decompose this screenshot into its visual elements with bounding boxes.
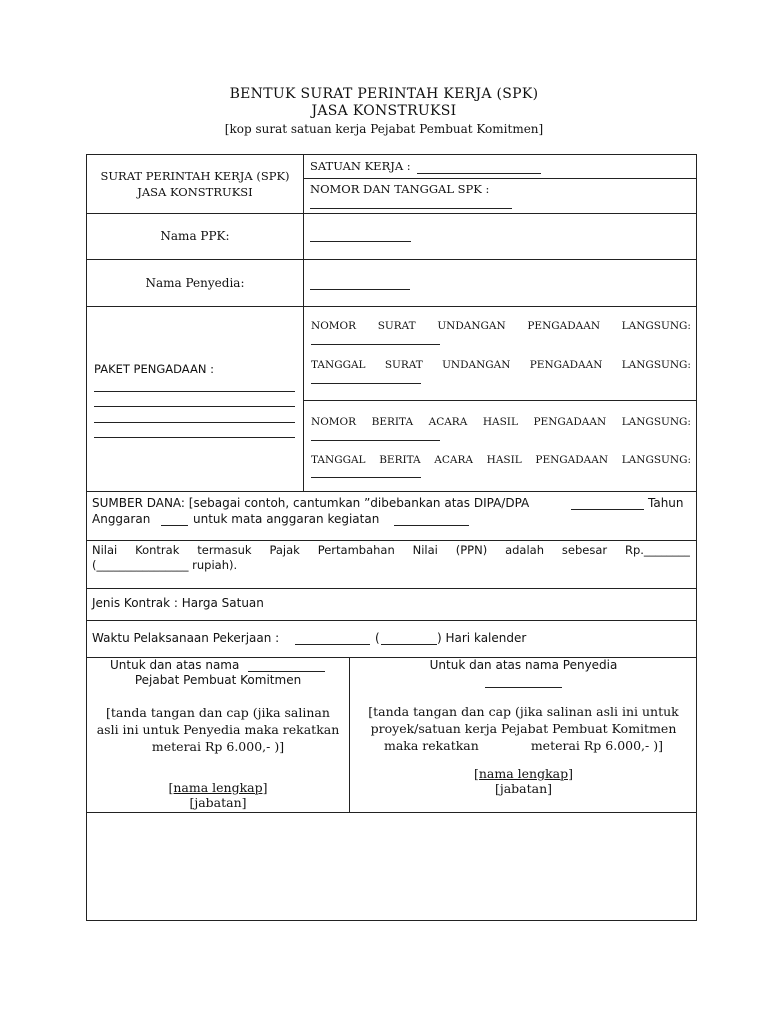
ttd-penyedia-note: [tanda tangan dan cap (jika salinan asli ini untuk proyek/satuan kerja Pejabat Pembuat Komitmen maka rekatkan meterai Rp 6.000,- )] bbox=[368, 704, 679, 753]
empty-notes-area bbox=[87, 813, 696, 920]
nomor-tanggal-label: NOMOR DAN TANGGAL SPK : bbox=[310, 182, 490, 196]
row-divider bbox=[87, 588, 696, 589]
satuan-kerja-blank[interactable] bbox=[417, 173, 541, 174]
ttd-ppk-blank[interactable] bbox=[248, 671, 325, 672]
nilai-kontrak-line1: Nilai Kontrak termasuk Pajak Pertambahan Nilai (PPN) adalah sebesar Rp.________ bbox=[92, 543, 690, 557]
ttd-ppk-position: [jabatan] bbox=[189, 795, 247, 810]
paket-blank-line[interactable] bbox=[94, 391, 295, 392]
column-divider bbox=[303, 155, 304, 306]
sumber-dana-line1: SUMBER DANA: [sebagai contoh, cantumkan ”dibebankan atas DIPA/DPA bbox=[92, 496, 530, 510]
row-divider bbox=[87, 306, 696, 307]
nama-ppk-label: Nama PPK: bbox=[160, 229, 230, 243]
ttd-ppk-line2: Pejabat Pembuat Komitmen bbox=[134, 673, 302, 687]
anggaran-label: Anggaran bbox=[92, 512, 151, 526]
paket-pengadaan-label: PAKET PENGADAAN : bbox=[94, 362, 214, 376]
ttd-penyedia-name: [nama lengkap] bbox=[473, 766, 573, 781]
document-subtitle: JASA KONSTRUKSI bbox=[311, 103, 457, 119]
ttd-ppk-identity bbox=[87, 780, 349, 810]
paket-blank-line[interactable] bbox=[94, 422, 295, 423]
ttd-ppk-line1: Untuk dan atas nama bbox=[110, 658, 240, 672]
row-divider bbox=[87, 491, 696, 492]
waktu-blank[interactable] bbox=[295, 644, 370, 645]
ttd-penyedia-identity bbox=[349, 766, 698, 796]
tahun-label: Tahun bbox=[648, 496, 684, 510]
nomor-ba-label: NOMOR BERITA ACARA HASIL PENGADAAN LANGSUNG: bbox=[311, 416, 691, 428]
nama-ppk-blank[interactable] bbox=[310, 241, 411, 242]
row-divider bbox=[87, 213, 696, 214]
mata-anggaran-label: untuk mata anggaran kegiatan bbox=[193, 512, 380, 526]
waktu-label: Waktu Pelaksanaan Pekerjaan : bbox=[92, 631, 280, 645]
spk-title: SURAT PERINTAH KERJA (SPK) JASA KONSTRUKSI bbox=[100, 169, 290, 199]
satuan-kerja-label: SATUAN KERJA : bbox=[310, 159, 411, 173]
tanggal-ba-label: TANGGAL BERITA ACARA HASIL PENGADAAN LANGSUNG: bbox=[311, 454, 691, 466]
anggaran-blank[interactable] bbox=[161, 525, 188, 526]
row-divider bbox=[87, 620, 696, 621]
tanggal-undangan-label: TANGGAL SURAT UNDANGAN PENGADAAN LANGSUNG: bbox=[311, 359, 691, 371]
column-divider bbox=[303, 306, 304, 491]
tanggal-undangan-blank[interactable] bbox=[311, 383, 421, 384]
ttd-penyedia-blank[interactable] bbox=[485, 687, 562, 688]
tanggal-ba-blank[interactable] bbox=[311, 477, 421, 478]
spk-form bbox=[86, 154, 697, 921]
cell-divider bbox=[303, 178, 696, 179]
row-divider bbox=[87, 540, 696, 541]
ttd-penyedia-line1: Untuk dan atas nama Penyedia bbox=[429, 658, 618, 672]
waktu-open-paren: ( bbox=[375, 631, 380, 645]
nama-penyedia-blank[interactable] bbox=[310, 289, 410, 290]
waktu-hari-blank[interactable] bbox=[381, 644, 437, 645]
hari-kalender-label: ) Hari kalender bbox=[437, 631, 527, 645]
letterhead-note: [kop surat satuan kerja Pejabat Pembuat Komitmen] bbox=[224, 122, 544, 136]
cell-divider bbox=[303, 400, 696, 401]
ttd-penyedia-position: [jabatan] bbox=[494, 781, 553, 796]
paket-blank-line[interactable] bbox=[94, 437, 295, 438]
mata-anggaran-blank[interactable] bbox=[394, 525, 469, 526]
row-divider bbox=[87, 259, 696, 260]
nomor-ba-blank[interactable] bbox=[311, 440, 440, 441]
ttd-ppk-name: [nama lengkap] bbox=[168, 780, 268, 795]
paket-blank-line[interactable] bbox=[94, 406, 295, 407]
ttd-ppk-note: [tanda tangan dan cap (jika salinan asli ini untuk Penyedia maka rekatkan meterai Rp 6.000,- )] bbox=[96, 705, 340, 754]
nama-penyedia-label: Nama Penyedia: bbox=[145, 276, 245, 290]
dipa-blank[interactable] bbox=[571, 509, 644, 510]
nomor-tanggal-blank[interactable] bbox=[310, 208, 512, 209]
jenis-kontrak: Jenis Kontrak : Harga Satuan bbox=[92, 596, 264, 610]
nomor-undangan-blank[interactable] bbox=[311, 344, 440, 345]
nilai-kontrak-line2: (________________ rupiah). bbox=[92, 558, 238, 572]
nomor-undangan-label: NOMOR SURAT UNDANGAN PENGADAAN LANGSUNG: bbox=[311, 320, 691, 332]
document-title: BENTUK SURAT PERINTAH KERJA (SPK) bbox=[229, 86, 539, 102]
document-header bbox=[0, 86, 768, 137]
